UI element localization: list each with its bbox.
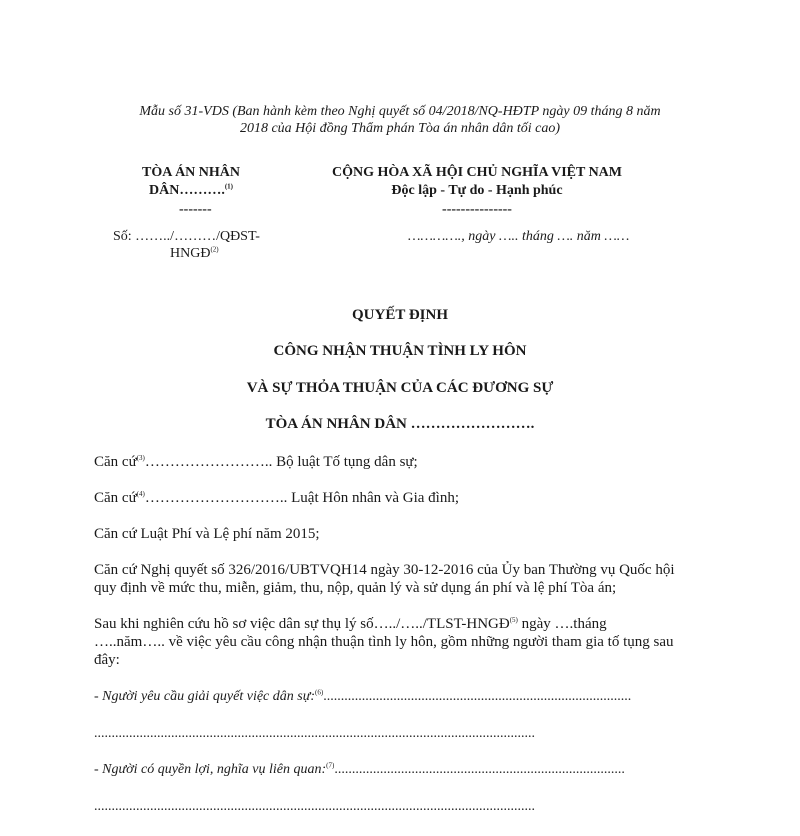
date-line: …………., ngày ….. tháng …. năm …… xyxy=(408,229,630,244)
basis-marriage-law: Căn cứ$^{(4)}$……………………….. Luật Hôn nhân và Gia đình; xyxy=(94,490,460,506)
title-line3: VÀ SỰ THỎA THUẬN CỦA CÁC ĐƯƠNG SỰ xyxy=(246,380,554,396)
form-note-line1: Mẫu số 31-VDS (Ban hành kèm theo Nghị quyết số 04/2018/NQ-HĐTP ngày 09 tháng 8 năm xyxy=(139,104,661,119)
title-decision: QUYẾT ĐỊNH xyxy=(352,307,448,323)
basis-fee-law: Căn cứ Luật Phí và Lệ phí năm 2015; xyxy=(94,526,320,542)
related-party-field-line2: .............................................................................................................................. xyxy=(94,799,535,814)
form-note-line2: 2018 của Hội đồng Thẩm phán Tòa án nhân dân tối cao) xyxy=(239,121,561,136)
basis-resolution-line1: Căn cứ Nghị quyết số 326/2016/UBTVQH14 ngày 30-12-2016 của Ủy ban Thường vụ Quốc hội xyxy=(94,562,675,578)
case-review-line2: …..năm….. về việc yêu cầu công nhận thuận tình ly hôn, gồm những người tham gia tố tụng sau xyxy=(94,634,674,650)
decision-number-line1: Số: ……../………/QĐST- xyxy=(113,229,260,244)
basis-civil-procedure: Căn cứ$^{(3)}$…………………….. Bộ luật Tố tụng dân sự; xyxy=(94,454,418,470)
title-court: TÒA ÁN NHÂN DÂN ……………………. xyxy=(265,416,535,432)
decision-number-line2: HNGĐ$^{(2)}$ xyxy=(170,245,219,261)
title-line2: CÔNG NHẬN THUẬN TÌNH LY HÔN xyxy=(273,343,527,359)
national-title: CỘNG HÒA XÃ HỘI CHỦ NGHĨA VIỆT NAM xyxy=(331,165,622,180)
left-separator: ------- xyxy=(179,202,212,217)
right-separator: --------------- xyxy=(442,202,512,217)
requester-field-line2: .............................................................................................................................. xyxy=(94,726,535,741)
requester-field: - Người yêu cầu giải quyết việc dân sự:$^{(6)}$........................................................................................ xyxy=(94,688,632,704)
national-motto: Độc lập - Tự do - Hạnh phúc xyxy=(391,183,563,198)
court-name-line2: DÂN……….$^{(1)}$ xyxy=(149,182,234,198)
court-name-line1: TÒA ÁN NHÂN xyxy=(142,165,241,180)
case-review-line3: đây: xyxy=(94,652,120,668)
case-review-line1: Sau khi nghiên cứu hồ sơ việc dân sự thụ lý số…../…../TLST-HNGĐ$^{(5)}$ ngày ….tháng xyxy=(94,616,607,632)
basis-resolution-line2: quy định về mức thu, miễn, giảm, thu, nộp, quản lý và sử dụng án phí và lệ phí Tòa án; xyxy=(94,580,617,596)
related-party-field: - Người có quyền lợi, nghĩa vụ liên quan:$^{(7)}$................................................................................... xyxy=(94,761,625,777)
